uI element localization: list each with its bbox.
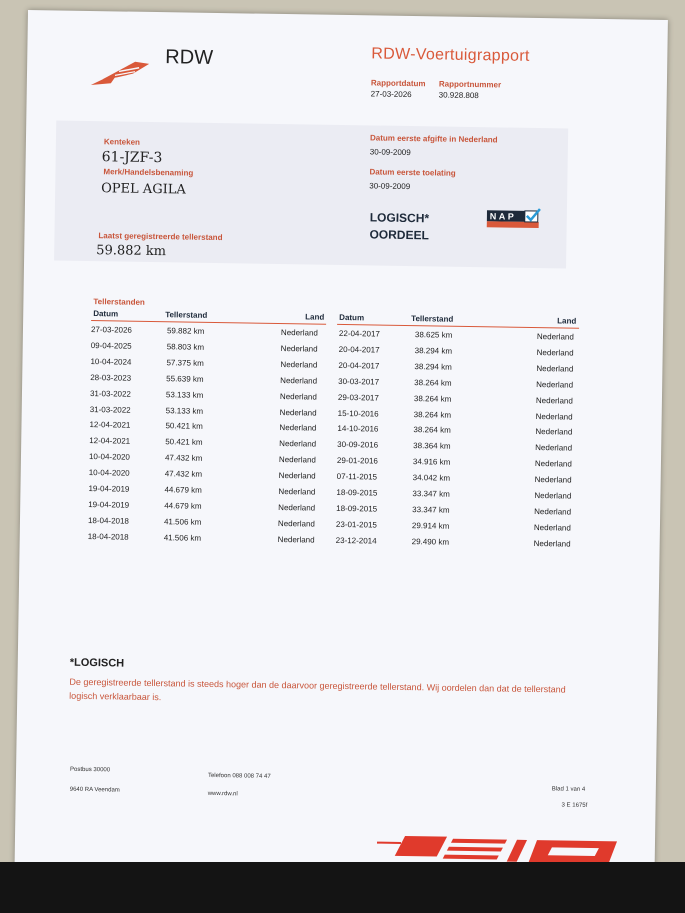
oordeel-line-1: LOGISCH* <box>369 210 430 226</box>
table-cell-date: 12-04-2021 <box>89 420 131 431</box>
footer-telefoon: Telefoon 088 008 74 47 <box>207 772 271 780</box>
table-cell-km: 53.133 km <box>165 389 204 400</box>
table-cell-km: 34.042 km <box>412 473 451 483</box>
table-cell-land: Nederland <box>535 411 573 422</box>
table-cell-km: 34.916 km <box>412 457 451 467</box>
table-cell-date: 15-10-2016 <box>337 408 379 419</box>
header-line-left <box>91 320 326 325</box>
table-cell-land: Nederland <box>280 328 318 338</box>
toelating-value: 30-09-2009 <box>369 181 411 192</box>
table-cell-land: Nederland <box>277 518 315 529</box>
table-cell-land: Nederland <box>279 423 317 433</box>
table-cell-land: Nederland <box>536 363 574 374</box>
table-cell-land: Nederland <box>534 475 572 485</box>
table-cell-land: Nederland <box>280 359 318 370</box>
table-cell-km: 38.264 km <box>413 425 451 436</box>
table-cell-date: 30-03-2017 <box>338 376 380 387</box>
footer-city: 9640 RA Veendam <box>69 786 120 794</box>
table-cell-land: Nederland <box>534 506 572 517</box>
teller-label: Laatst geregistreerde tellerstand <box>98 231 223 243</box>
table-cell-land: Nederland <box>536 347 574 358</box>
table-cell-km: 38.264 km <box>413 393 452 404</box>
table-cell-date: 18-04-2018 <box>87 531 129 542</box>
table-cell-km: 57.375 km <box>166 358 204 368</box>
table-cell-land: Nederland <box>534 491 572 501</box>
toelating-label: Datum eerste toelating <box>369 167 456 178</box>
report-number: 30.928.808 <box>438 90 479 101</box>
report-date-label: Rapportdatum <box>370 78 426 89</box>
table-cell-km: 47.432 km <box>164 453 203 463</box>
nap-badge <box>487 207 545 230</box>
table-cell-date: 28-03-2023 <box>90 372 132 383</box>
table-cell-land: Nederland <box>280 375 318 386</box>
table-cell-km: 38.364 km <box>413 441 451 451</box>
note-title: *LOGISCH <box>69 656 125 670</box>
table-cell-date: 27-03-2026 <box>90 325 132 335</box>
table-cell-km: 47.432 km <box>164 469 203 479</box>
rdw-logo-icon <box>89 57 153 90</box>
col-datum-right: Datum <box>339 312 365 323</box>
table-cell-km: 38.264 km <box>413 409 452 420</box>
table-cell-date: 18-04-2018 <box>87 515 129 526</box>
report-number-label: Rapportnummer <box>438 79 502 90</box>
logo-text: RDW <box>165 46 214 69</box>
table-cell-land: Nederland <box>279 407 317 418</box>
table-cell-land: Nederland <box>278 502 316 513</box>
table-cell-land: Nederland <box>535 395 573 406</box>
col-tellerstand-left: Tellerstand <box>165 310 208 320</box>
col-land-right: Land <box>557 316 577 326</box>
table-cell-land: Nederland <box>535 427 573 437</box>
table-cell-land: Nederland <box>533 538 571 549</box>
table-cell-date: 10-04-2020 <box>88 452 130 462</box>
table-cell-km: 59.882 km <box>166 326 205 336</box>
kenteken-value: 61-JZF-3 <box>101 149 163 167</box>
footer-page: Blad 1 van 4 <box>551 786 586 793</box>
table-cell-date: 30-09-2016 <box>337 440 379 450</box>
table-cell-date: 23-01-2015 <box>335 519 377 530</box>
afgifte-value: 30-09-2009 <box>369 147 411 158</box>
nap-text: NAP <box>489 211 517 222</box>
col-land-left: Land <box>305 312 325 322</box>
table-cell-date: 12-04-2021 <box>89 436 131 446</box>
table-cell-date: 14-10-2016 <box>337 424 379 434</box>
table-cell-km: 38.625 km <box>414 330 453 340</box>
table-cell-land: Nederland <box>278 471 316 481</box>
footer-website: www.rdw.nl <box>207 790 238 798</box>
oordeel-line-2: OORDEEL <box>369 227 429 243</box>
oordeel-text <box>369 209 429 244</box>
header-line-right <box>337 324 579 329</box>
table-cell-km: 38.294 km <box>414 361 452 372</box>
table-cell-land: Nederland <box>279 391 317 402</box>
report-page <box>15 10 668 878</box>
merk-label: Merk/Handelsbenaming <box>103 167 194 178</box>
table-cell-date: 29-01-2016 <box>336 456 378 466</box>
footer-code: 3 E 1675f <box>561 802 588 809</box>
table-cell-date: 20-04-2017 <box>338 360 380 371</box>
table-cell-km: 50.421 km <box>165 437 203 448</box>
table-cell-date: 22-04-2017 <box>338 328 380 339</box>
table-cell-date: 10-04-2020 <box>88 468 130 478</box>
table-cell-km: 38.264 km <box>414 377 452 388</box>
table-cell-km: 33.347 km <box>412 504 450 515</box>
table-cell-date: 23-12-2014 <box>335 535 377 546</box>
table-cell-km: 41.506 km <box>163 532 202 543</box>
col-tellerstand-right: Tellerstand <box>411 314 454 324</box>
table-cell-land: Nederland <box>278 455 316 465</box>
kenteken-label: Kenteken <box>103 137 141 147</box>
table-cell-km: 50.421 km <box>165 421 203 432</box>
table-cell-date: 20-04-2017 <box>338 344 380 355</box>
table-cell-km: 33.347 km <box>412 489 450 499</box>
footer-postbus: Postbus 30000 <box>70 766 111 774</box>
table-cell-land: Nederland <box>278 486 316 497</box>
table-cell-date: 19-04-2019 <box>88 499 130 510</box>
table-cell-km: 29.490 km <box>411 536 450 547</box>
table-cell-land: Nederland <box>279 439 317 449</box>
table-cell-km: 44.679 km <box>164 485 202 495</box>
table-cell-km: 29.914 km <box>411 520 450 531</box>
table-cell-km: 44.679 km <box>164 501 202 511</box>
teller-value: 59.882 km <box>96 243 167 260</box>
table-cell-date: 07-11-2015 <box>336 472 378 482</box>
note-text: De geregistreerde tellerstand is steeds hoger dan de daarvoor geregistreerde tellerstand. Wij oordelen dan dat de tellerstand logisch verklaarbaar is. <box>69 676 566 703</box>
table-cell-km: 53.133 km <box>165 405 204 416</box>
table-cell-date: 31-03-2022 <box>89 388 131 399</box>
table-cell-km: 55.639 km <box>166 373 204 384</box>
table-cell-km: 38.294 km <box>414 346 453 356</box>
table-cell-land: Nederland <box>536 379 574 390</box>
table-cell-date: 19-04-2019 <box>88 484 130 494</box>
table-cell-date: 10-04-2024 <box>90 356 132 367</box>
dark-background-edge <box>0 862 685 913</box>
report-title: RDW-Voertuigrapport <box>371 45 530 65</box>
afgifte-label: Datum eerste afgifte in Nederland <box>369 133 498 145</box>
table-cell-land: Nederland <box>535 443 573 453</box>
table-cell-land: Nederland <box>536 332 574 342</box>
table-cell-land: Nederland <box>533 522 571 533</box>
history-title: Tellerstanden <box>93 297 145 307</box>
table-cell-land: Nederland <box>277 534 315 545</box>
report-date: 27-03-2026 <box>370 89 412 100</box>
table-cell-land: Nederland <box>534 459 572 469</box>
col-datum-left: Datum <box>93 309 119 319</box>
table-cell-km: 58.803 km <box>166 342 205 352</box>
table-cell-date: 18-09-2015 <box>336 487 378 498</box>
merk-value: OPEL AGILA <box>101 181 186 198</box>
table-cell-km: 41.506 km <box>163 516 202 527</box>
table-cell-date: 31-03-2022 <box>89 404 131 415</box>
table-cell-date: 29-03-2017 <box>337 392 379 403</box>
table-cell-date: 18-09-2015 <box>336 503 378 514</box>
table-cell-land: Nederland <box>280 343 318 354</box>
table-cell-date: 09-04-2025 <box>90 340 132 351</box>
